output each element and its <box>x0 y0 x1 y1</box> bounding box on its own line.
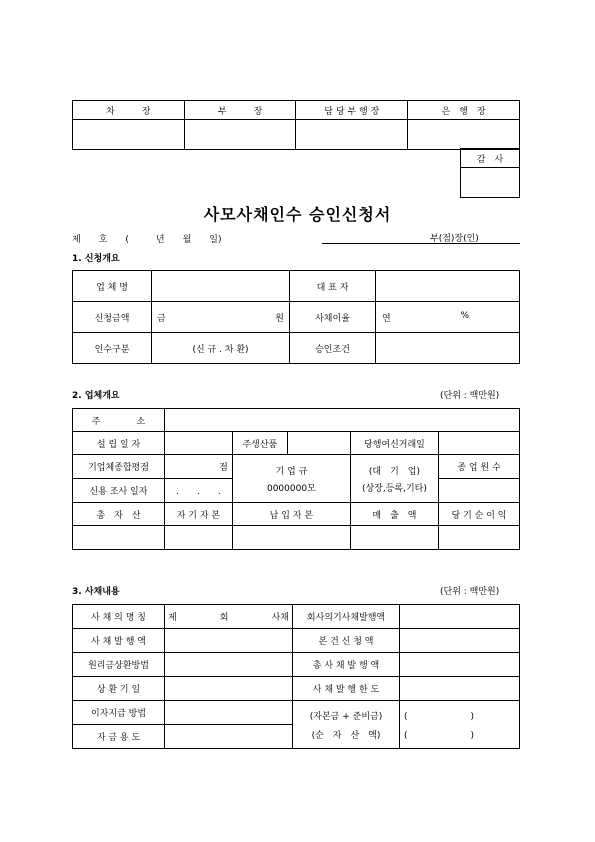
document-number-line: 제 호 ( 년 월 일) <box>72 235 222 245</box>
address-field[interactable] <box>165 409 520 432</box>
approval-table <box>72 100 520 150</box>
representative-label: 대 표 자 <box>290 271 376 302</box>
bond-name-times: 회 <box>219 613 229 623</box>
audit-sign[interactable] <box>461 168 520 198</box>
net-profit-field[interactable] <box>439 526 520 550</box>
approval-header-chief: 차 장 <box>73 101 185 120</box>
employees-label: 종 업 원 수 <box>439 455 520 479</box>
capital-field-line1[interactable]: ( ) <box>404 711 475 722</box>
issue-amount-field[interactable] <box>165 629 293 653</box>
bond-name-label: 사 채 의 명 칭 <box>73 605 165 629</box>
repay-method-label: 원리금상환방법 <box>73 653 165 677</box>
use-label: 자 금 용 도 <box>73 725 165 749</box>
product-label: 주생산품 <box>232 432 287 455</box>
bond-name-field[interactable] <box>165 605 293 629</box>
paid-capital-header: 납 입 자 본 <box>232 503 350 526</box>
amount-prefix: 금 <box>157 313 166 324</box>
founded-field[interactable] <box>165 432 233 455</box>
capital-field[interactable] <box>400 701 520 749</box>
grade-field[interactable] <box>165 455 233 479</box>
conditions-label: 승인조건 <box>290 333 376 364</box>
this-request-label: 본 건 신 청 액 <box>293 629 400 653</box>
paid-capital-field[interactable] <box>232 526 350 550</box>
company-name-field[interactable] <box>152 271 290 302</box>
bond-name-no: 제 <box>168 613 177 623</box>
representative-field[interactable] <box>376 271 520 302</box>
approval-sign-president[interactable] <box>408 120 520 150</box>
approval-header-manager: 부 장 <box>184 101 296 120</box>
approval-sign-manager[interactable] <box>184 120 296 150</box>
rate-field[interactable] <box>376 302 520 333</box>
total-issue-field[interactable] <box>400 653 520 677</box>
amount-label: 신청금액 <box>73 302 152 333</box>
maturity-field[interactable] <box>165 677 293 701</box>
approval-header-president: 은 행 장 <box>408 101 520 120</box>
rate-unit: % <box>460 310 469 321</box>
size-value[interactable]: 0000000모 <box>266 483 316 494</box>
amount-unit: 원 <box>275 313 284 324</box>
sales-field[interactable] <box>350 526 438 550</box>
branch-underline <box>322 243 520 244</box>
amount-field[interactable] <box>152 302 290 333</box>
bank-date-field[interactable] <box>439 432 520 455</box>
equity-header: 자 기 자 본 <box>165 503 233 526</box>
equity-field[interactable] <box>165 526 233 550</box>
product-field[interactable] <box>287 432 350 455</box>
audit-header: 감 사 <box>461 149 520 168</box>
size-kind[interactable]: (대 기 업) <box>368 466 420 477</box>
section2-table <box>72 408 520 550</box>
credit-date-field[interactable]: . . . <box>165 479 233 503</box>
sales-header: 매 출 액 <box>350 503 438 526</box>
capital-field-line2[interactable]: ( ) <box>404 730 475 741</box>
section2-heading: 2. 업체개요 <box>72 391 120 401</box>
address-label: 주 소 <box>73 409 165 432</box>
approval-sign-deputy[interactable] <box>296 120 408 150</box>
assets-field[interactable] <box>73 526 165 550</box>
issue-limit-field[interactable] <box>400 677 520 701</box>
company-name-label: 업 체 명 <box>73 271 152 302</box>
rate-prefix: 연 <box>382 313 391 324</box>
type-value[interactable]: (신 규 . 차 환) <box>152 333 290 364</box>
approval-header-deputy: 담 당 부 행 장 <box>296 101 408 120</box>
prior-issued-field[interactable] <box>400 605 520 629</box>
grade-label: 기업체종합평점 <box>73 455 165 479</box>
size-kind-cell <box>350 455 438 503</box>
section3-heading: 3. 사채내용 <box>72 587 120 597</box>
issue-amount-label: 사 채 발 행 액 <box>73 629 165 653</box>
size-cell <box>232 455 350 503</box>
capital-label <box>293 701 400 749</box>
approval-sign-chief[interactable] <box>73 120 185 150</box>
prior-issued-label: 회사의기사채발행액 <box>293 605 400 629</box>
credit-date-label: 신용 조사 일자 <box>73 479 165 503</box>
interest-label: 이자지급 방법 <box>73 701 165 725</box>
bond-name-suffix: 사채 <box>271 613 289 623</box>
section1-heading: 1. 신청개요 <box>72 254 120 264</box>
type-label: 인수구분 <box>73 333 152 364</box>
rate-label: 사채이율 <box>290 302 376 333</box>
assets-header: 총 자 산 <box>73 503 165 526</box>
size-kind-options: (상장,등록,기타) <box>361 483 427 494</box>
section2-unit: (단위 : 백만원) <box>440 391 500 401</box>
interest-field[interactable] <box>165 701 293 725</box>
capital-label-line2: (순 자 산 액) <box>311 730 381 741</box>
branch-signature-label: 부(점)장(인) <box>430 234 479 244</box>
maturity-label: 상 환 기 일 <box>73 677 165 701</box>
grade-unit: 점 <box>219 463 228 473</box>
capital-label-line1: (자본금 + 준비금) <box>309 711 383 722</box>
net-profit-header: 당 기 순 이 익 <box>439 503 520 526</box>
document-title: 사모사채인수 승인신청서 <box>203 205 392 224</box>
section3-unit: (단위 : 백만원) <box>440 587 500 597</box>
section1-table <box>72 270 520 364</box>
total-issue-label: 총 사 채 발 행 액 <box>293 653 400 677</box>
section3-table <box>72 604 520 749</box>
use-field[interactable] <box>165 725 293 749</box>
bank-date-label: 당행여신거래일 <box>350 432 438 455</box>
this-request-field[interactable] <box>400 629 520 653</box>
issue-limit-label: 사 채 발 행 한 도 <box>293 677 400 701</box>
founded-label: 설 립 일 자 <box>73 432 165 455</box>
employees-field[interactable] <box>439 479 520 503</box>
conditions-field[interactable] <box>376 333 520 364</box>
audit-table <box>460 148 520 198</box>
repay-method-field[interactable] <box>165 653 293 677</box>
size-label: 기 업 규 <box>275 466 308 477</box>
